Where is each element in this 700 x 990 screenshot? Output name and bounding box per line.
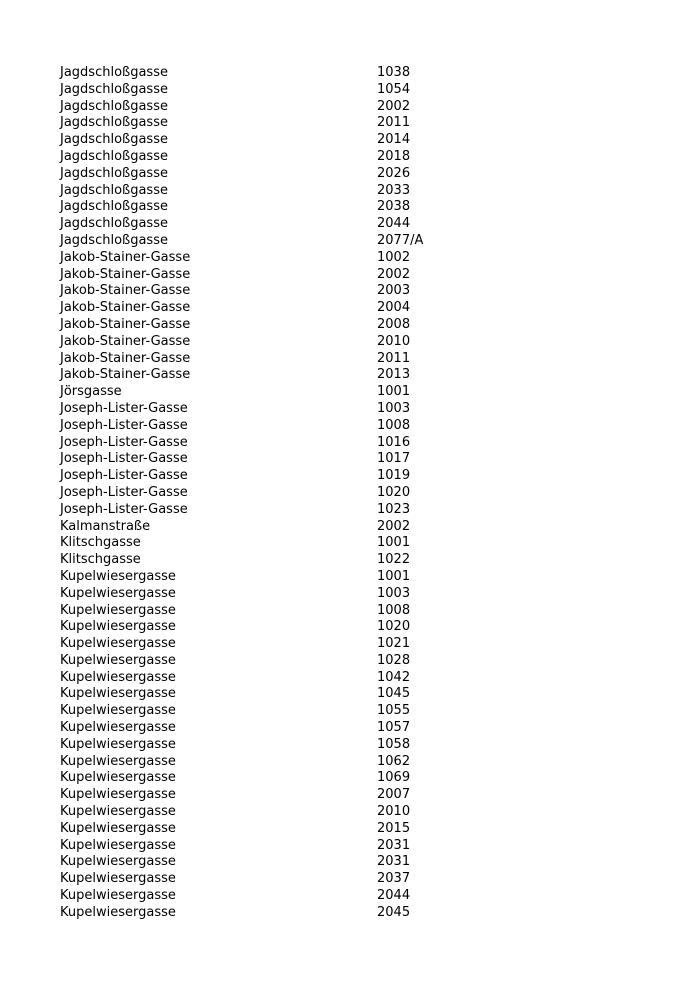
table-row [60,871,540,888]
house-number-cell: 2031 [377,837,411,853]
table-row [60,619,540,636]
street-name-cell: Kupelwiesergasse [60,736,176,752]
table-row [60,586,540,603]
house-number-cell: 2018 [377,148,411,164]
house-number-cell: 1054 [377,81,411,97]
table-row [60,283,540,300]
street-name-cell: Klitschgasse [60,552,141,568]
house-number-cell: 2014 [377,132,411,148]
house-number-cell: 1028 [377,652,411,668]
street-name-cell: Kalmanstraße [60,518,151,534]
table-row [60,838,540,855]
street-name-cell: Jakob-Stainer-Gasse [60,266,191,282]
table-row [60,737,540,754]
table-row [60,754,540,771]
street-name-cell: Jagdschloßgasse [60,81,168,97]
street-name-cell: Kupelwiesergasse [60,720,176,736]
street-name-cell: Kupelwiesergasse [60,804,176,820]
house-number-cell: 2026 [377,165,411,181]
house-number-cell: 1016 [377,434,411,450]
table-row [60,99,540,116]
house-number-cell: 1057 [377,720,411,736]
street-name-cell: Kupelwiesergasse [60,854,176,870]
street-name-cell: Kupelwiesergasse [60,888,176,904]
house-number-cell: 1062 [377,753,411,769]
street-name-cell: Joseph-Lister-Gasse [60,468,188,484]
street-name-cell: Kupelwiesergasse [60,568,176,584]
street-name-cell: Jagdschloßgasse [60,98,168,114]
house-number-cell: 2033 [377,182,411,198]
street-name-cell: Kupelwiesergasse [60,602,176,618]
house-number-cell: 2002 [377,518,411,534]
address-table [60,65,540,922]
street-name-cell: Jagdschloßgasse [60,148,168,164]
street-name-cell: Jörsgasse [60,384,122,400]
street-name-cell: Kupelwiesergasse [60,636,176,652]
table-row [60,854,540,871]
house-number-cell: 1001 [377,384,411,400]
table-row [60,132,540,149]
house-number-cell: 2038 [377,199,411,215]
house-number-cell: 2013 [377,367,411,383]
house-number-cell: 2010 [377,804,411,820]
street-name-cell: Joseph-Lister-Gasse [60,400,188,416]
house-number-cell: 1022 [377,552,411,568]
street-name-cell: Jakob-Stainer-Gasse [60,350,191,366]
street-name-cell: Jagdschloßgasse [60,216,168,232]
table-row [60,569,540,586]
house-number-cell: 2015 [377,820,411,836]
house-number-cell: 1069 [377,770,411,786]
house-number-cell: 2031 [377,854,411,870]
table-row [60,82,540,99]
street-name-cell: Kupelwiesergasse [60,703,176,719]
table-row [60,552,540,569]
street-name-cell: Klitschgasse [60,535,141,551]
house-number-cell: 2044 [377,888,411,904]
table-row [60,401,540,418]
house-number-cell: 1003 [377,400,411,416]
street-name-cell: Kupelwiesergasse [60,619,176,635]
house-number-cell: 2011 [377,350,411,366]
house-number-cell: 2077/A [377,232,424,248]
table-row [60,149,540,166]
street-name-cell: Kupelwiesergasse [60,652,176,668]
table-row [60,183,540,200]
table-row [60,888,540,905]
table-row [60,804,540,821]
table-row [60,233,540,250]
table-row [60,686,540,703]
street-name-cell: Kupelwiesergasse [60,871,176,887]
table-row [60,636,540,653]
street-name-cell: Joseph-Lister-Gasse [60,484,188,500]
house-number-cell: 1008 [377,417,411,433]
street-name-cell: Kupelwiesergasse [60,820,176,836]
table-row [60,519,540,536]
street-name-cell: Kupelwiesergasse [60,669,176,685]
table-row [60,384,540,401]
street-name-cell: Jakob-Stainer-Gasse [60,367,191,383]
street-name-cell: Jakob-Stainer-Gasse [60,283,191,299]
street-name-cell: Jagdschloßgasse [60,232,168,248]
house-number-cell: 1058 [377,736,411,752]
table-row [60,502,540,519]
house-number-cell: 2011 [377,115,411,131]
table-row [60,535,540,552]
street-name-cell: Kupelwiesergasse [60,770,176,786]
table-row [60,435,540,452]
street-name-cell: Jakob-Stainer-Gasse [60,316,191,332]
house-number-cell: 1042 [377,669,411,685]
table-row [60,351,540,368]
table-row [60,317,540,334]
street-name-cell: Kupelwiesergasse [60,787,176,803]
street-name-cell: Kupelwiesergasse [60,837,176,853]
table-row [60,250,540,267]
table-row [60,199,540,216]
table-row [60,770,540,787]
table-row [60,653,540,670]
house-number-cell: 2002 [377,266,411,282]
table-row [60,166,540,183]
house-number-cell: 2045 [377,904,411,920]
table-row [60,115,540,132]
table-row [60,603,540,620]
house-number-cell: 2003 [377,283,411,299]
table-row [60,300,540,317]
house-number-cell: 1019 [377,468,411,484]
street-name-cell: Joseph-Lister-Gasse [60,434,188,450]
house-number-cell: 1001 [377,568,411,584]
street-name-cell: Jagdschloßgasse [60,65,168,80]
house-number-cell: 1023 [377,501,411,517]
street-name-cell: Jakob-Stainer-Gasse [60,333,191,349]
table-row [60,267,540,284]
street-name-cell: Joseph-Lister-Gasse [60,501,188,517]
table-row [60,485,540,502]
table-row [60,418,540,435]
house-number-cell: 2002 [377,98,411,114]
table-row [60,821,540,838]
table-row [60,334,540,351]
table-row [60,905,540,922]
street-name-cell: Jakob-Stainer-Gasse [60,300,191,316]
street-name-cell: Joseph-Lister-Gasse [60,451,188,467]
table-row [60,216,540,233]
street-name-cell: Jagdschloßgasse [60,132,168,148]
street-name-cell: Jagdschloßgasse [60,165,168,181]
table-row [60,787,540,804]
table-row [60,670,540,687]
table-row [60,451,540,468]
house-number-cell: 1002 [377,249,411,265]
table-row [60,367,540,384]
street-name-cell: Kupelwiesergasse [60,686,176,702]
table-row [60,703,540,720]
house-number-cell: 1001 [377,535,411,551]
street-name-cell: Joseph-Lister-Gasse [60,417,188,433]
house-number-cell: 1008 [377,602,411,618]
street-name-cell: Jagdschloßgasse [60,199,168,215]
table-row [60,720,540,737]
house-number-cell: 1045 [377,686,411,702]
street-name-cell: Kupelwiesergasse [60,585,176,601]
house-number-cell: 2010 [377,333,411,349]
house-number-cell: 2037 [377,871,411,887]
house-number-cell: 1020 [377,619,411,635]
house-number-cell: 1020 [377,484,411,500]
house-number-cell: 2008 [377,316,411,332]
table-row [60,468,540,485]
house-number-cell: 2007 [377,787,411,803]
street-name-cell: Jagdschloßgasse [60,182,168,198]
house-number-cell: 1017 [377,451,411,467]
house-number-cell: 1021 [377,636,411,652]
house-number-cell: 2004 [377,300,411,316]
street-name-cell: Kupelwiesergasse [60,904,176,920]
house-number-cell: 1038 [377,65,411,80]
house-number-cell: 1055 [377,703,411,719]
table-row [60,65,540,82]
street-name-cell: Kupelwiesergasse [60,753,176,769]
street-name-cell: Jagdschloßgasse [60,115,168,131]
street-name-cell: Jakob-Stainer-Gasse [60,249,191,265]
house-number-cell: 1003 [377,585,411,601]
house-number-cell: 2044 [377,216,411,232]
